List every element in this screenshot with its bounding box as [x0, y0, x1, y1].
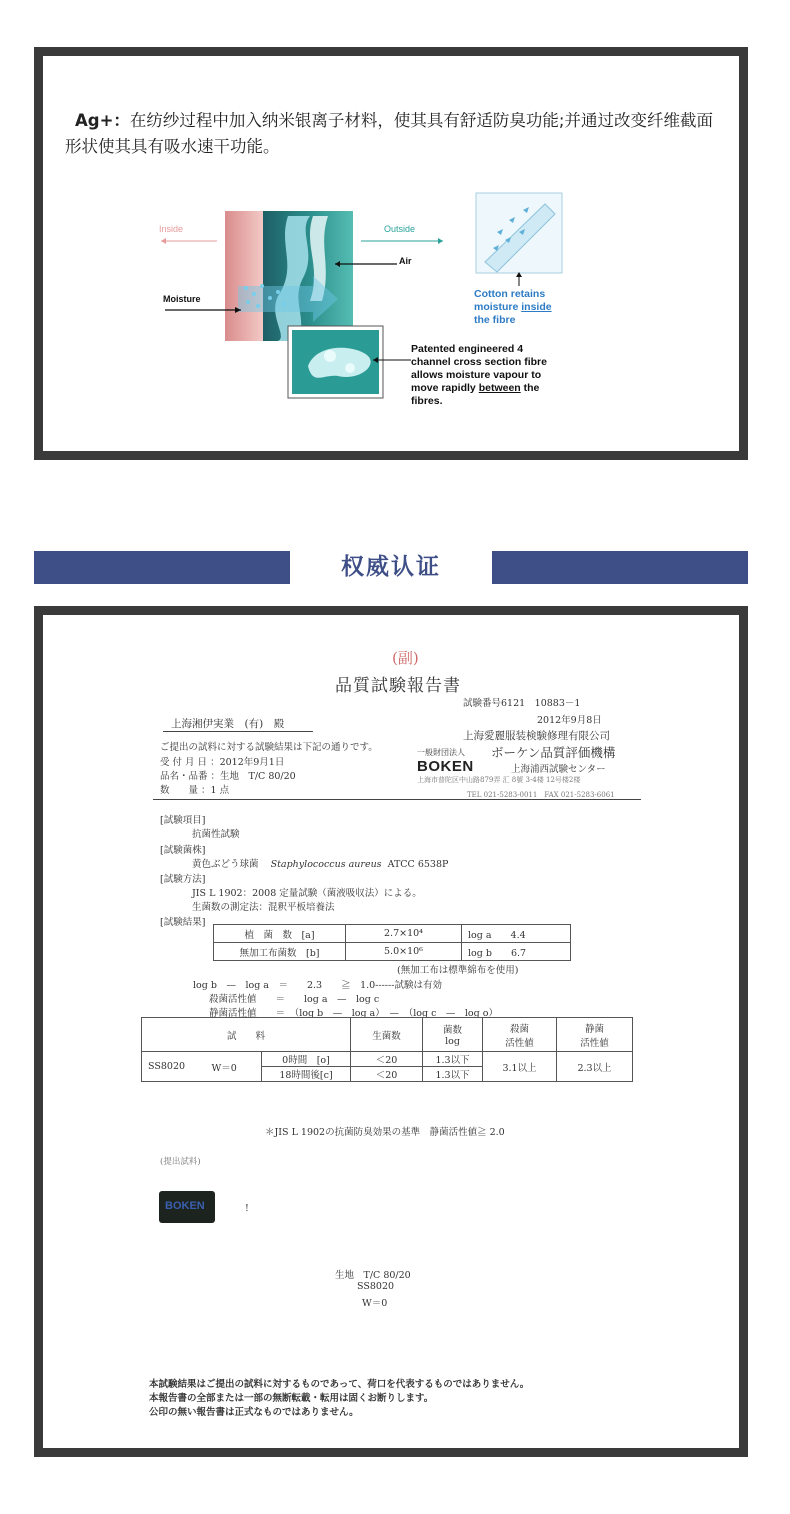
report-number: 試験番号6121 10883－1 — [463, 698, 581, 709]
org-name-cn: 上海愛麗服装検験修理有限公司 — [463, 730, 610, 742]
col-bacteriostatic-line-2: 活性値 — [580, 1037, 609, 1049]
col-count-log — [423, 1018, 483, 1052]
row1-log: 1.3以下 — [423, 1052, 483, 1067]
bactericidal-formula: 殺菌活性値 ＝ log a — log c — [209, 994, 380, 1005]
standard-note: ＊JIS L 1902の抗菌防臭効果の基準 静菌活性値≧ 2.0 — [265, 1127, 505, 1138]
inoculum-value: 2.7×10⁴ — [346, 925, 462, 943]
col-bactericidal — [483, 1018, 557, 1052]
org-prefix: 一般財団法人 — [417, 748, 465, 757]
cotton-caption-line-1: Cotton retains — [474, 288, 546, 300]
certificate-panel — [34, 606, 748, 1457]
col-count-log-line-2: log — [445, 1036, 460, 1047]
inside-label: Inside — [159, 224, 184, 234]
cotton-caption — [474, 288, 552, 327]
heading-band-right — [492, 551, 748, 584]
row2-count: ＜20 — [351, 1067, 423, 1082]
boken-logo: BOKEN — [417, 758, 474, 775]
disclaimer-line-3: 公印の無い報告書は正式なものではありません。 — [149, 1407, 359, 1418]
cotton-caption-line-2 — [474, 301, 552, 314]
strain-code: ATCC 6538P — [387, 859, 449, 870]
inoculum-log: log a 4.4 — [462, 925, 571, 943]
sample-w: W＝0 — [206, 1052, 262, 1082]
row2-log: 1.3以下 — [423, 1067, 483, 1082]
row2-time: 18時間後[c] — [262, 1067, 351, 1082]
fibre-caption-line-2: channel cross section fibre — [411, 356, 547, 368]
intro-line: ご提出の試料に対する試験結果は下記の通りです。 — [160, 742, 378, 753]
table-row — [142, 1018, 633, 1052]
method-heading: [試験方法] — [160, 874, 206, 885]
report-title: 品質試験報告書 — [335, 676, 461, 696]
fabric-feature-panel — [34, 47, 748, 460]
col-bactericidal-line-2: 活性値 — [505, 1037, 534, 1049]
validity-formula: log b — log a ＝ 2.3 ≧ 1.0------試験は有効 — [193, 980, 442, 991]
row1-count: ＜20 — [351, 1052, 423, 1067]
table-row — [214, 943, 571, 961]
test-item-value: 抗菌性試験 — [192, 829, 240, 840]
bacteriostatic-value: 2.3以上 — [557, 1052, 633, 1082]
col-bacteriostatic — [557, 1018, 633, 1052]
cotton-pointer-icon — [515, 272, 523, 286]
fibre-caption-line-1: Patented engineered 4 — [411, 343, 524, 355]
addressee-rule — [163, 731, 313, 732]
test-item-heading: [試験項目] — [160, 815, 206, 826]
bacteria-count-table — [213, 924, 571, 961]
inside-arrow-icon — [159, 237, 219, 245]
row1-time: 0時間 [o] — [262, 1052, 351, 1067]
feature-text: 在纺纱过程中加入纳米银离子材料，使其具有舒适防臭功能;并通过改变纤维截面形状使其具有吸水速干功能。 — [65, 111, 713, 156]
method-line-2: 生菌数の測定法：混釈平板培養法 — [192, 902, 335, 913]
fibre-pointer-icon — [373, 356, 413, 364]
strain-name-latin: Staphylococcus aureus — [270, 859, 382, 870]
disclaimer-line-1: 本試験結果はご提出の試料に対するものであって、荷口を代表するものではありません。 — [149, 1379, 530, 1390]
test-report-document — [43, 615, 739, 1448]
moisture-label: Moisture — [163, 294, 201, 304]
copy-stamp: (副) — [392, 649, 419, 667]
strain-heading: [試験菌株] — [160, 845, 206, 856]
org-phone: TEL 021-5283-0011 FAX 021-5283-6061 — [467, 791, 615, 799]
strain-value — [192, 856, 448, 870]
cotton-caption-inside: inside — [521, 301, 552, 313]
air-pointer-icon — [335, 261, 399, 267]
fibre-caption-move: move rapidly — [411, 382, 479, 394]
sample-tag: BOKEN — [165, 1200, 205, 1212]
header-rule — [153, 799, 641, 800]
blank-note: (無加工布は標準綿布を使用) — [397, 965, 519, 976]
blank-label: 無加工布菌数 [b] — [214, 943, 346, 961]
fibre-caption-the: the — [520, 382, 540, 394]
fibre-caption-line-3: allows moisture vapour to — [411, 369, 542, 381]
bactericidal-value: 3.1以上 — [483, 1052, 557, 1082]
air-label: Air — [399, 256, 412, 266]
fibre-caption-between: between — [478, 382, 521, 394]
strain-name-jp: 黄色ぶどう球菌 — [192, 859, 259, 870]
section-title: 权威认证 — [341, 554, 441, 580]
addressee: 上海湘伊実業 (有) 殿 — [171, 718, 285, 730]
received-date: 受 付 月 日 ：2012年9月1日 — [160, 757, 285, 768]
sample-mark: ! — [245, 1203, 249, 1214]
outside-label: Outside — [384, 224, 416, 234]
fabric-sample-swatch — [159, 1191, 215, 1223]
table-row — [214, 925, 571, 943]
fabric-cross-section-illustration — [218, 206, 388, 406]
org-address: 上海市普陀区中山路879弄 汇 8號 3-4楼 12号楼2楼 — [417, 776, 581, 784]
quantity: 数 量 ：1 点 — [160, 785, 230, 796]
sample-description-3: W＝0 — [362, 1298, 388, 1309]
org-name-jp: ボーケン品質評価機構 — [491, 745, 616, 760]
org-center: 上海浦西試験センター — [511, 764, 606, 775]
col-count: 生菌数 — [351, 1018, 423, 1052]
col-sample: 試 料 — [142, 1018, 351, 1052]
col-count-log-line-1: 菌数 — [442, 1025, 462, 1036]
report-date: 2012年9月8日 — [537, 715, 602, 726]
cotton-caption-line-3: the fibre — [474, 314, 516, 326]
heading-band-left — [34, 551, 290, 584]
fibre-caption-line-5: fibres. — [411, 395, 443, 407]
feature-description — [65, 108, 715, 160]
cotton-fibre-illustration — [475, 192, 563, 274]
table-row — [142, 1052, 633, 1067]
bacteriostatic-formula: 静菌活性値 ＝ （log b — log a） — （log c — log o） — [209, 1008, 498, 1019]
submitted-sample-label: (提出試料) — [160, 1157, 201, 1167]
method-line-1: JIS L 1902：2008 定量試験（菌液吸収法）による。 — [192, 888, 422, 899]
antibacterial-result-table — [141, 1017, 633, 1082]
result-heading: [試験結果] — [160, 917, 206, 928]
col-bacteriostatic-line-1: 静菌 — [584, 1023, 604, 1035]
feature-prefix: Ag+： — [75, 111, 130, 130]
item-name: 品名・品番 ：生地 T/C 80/20 — [160, 771, 296, 782]
cotton-caption-moisture: moisture — [474, 301, 522, 313]
inoculum-label: 植 菌 数 [a] — [214, 925, 346, 943]
fibre-caption — [411, 343, 547, 408]
sample-description-1: 生地 T/C 80/20 — [335, 1270, 411, 1281]
sample-code: SS8020 — [142, 1052, 206, 1082]
fibre-caption-line-4 — [411, 382, 547, 395]
col-bactericidal-line-1: 殺菌 — [509, 1023, 529, 1035]
sample-description-2: SS8020 — [357, 1281, 395, 1292]
blank-value: 5.0×10⁶ — [346, 943, 462, 961]
moisture-pointer-icon — [163, 306, 243, 314]
blank-log: log b 6.7 — [462, 943, 571, 961]
outside-arrow-icon — [359, 237, 445, 245]
disclaimer-line-2: 本報告書の全部または一部の無断転載・転用は固くお断りします。 — [149, 1393, 434, 1404]
